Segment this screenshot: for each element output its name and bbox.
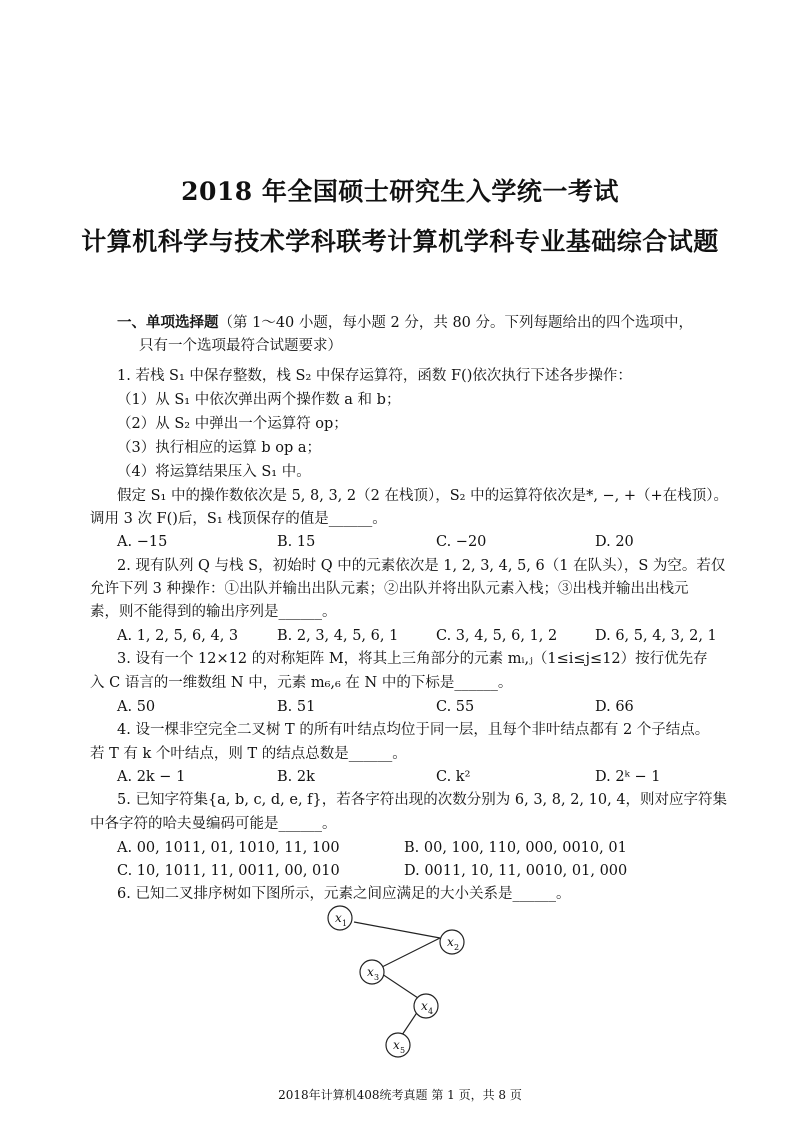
q1-step-3: （3）执行相应的运算 b op a； <box>117 440 321 456</box>
q5-line-2: 中各字符的哈夫曼编码可能是______。 <box>90 816 337 832</box>
exam-subtitle: 计算机科学与技术学科联考计算机学科专业基础综合试题 <box>81 227 719 256</box>
svg-text:5: 5 <box>400 1046 406 1055</box>
q2-line-1: 2. 现有队列 Q 与栈 S，初始时 Q 中的元素依次是 1, 2, 3, 4, 5, 6（1 在队头），S 为空。若仅 <box>117 558 726 574</box>
q5-line-1: 5. 已知字符集{a, b, c, d, e, f}，若各字符出现的次数分别为 6, 3, 8, 2, 10, 4，则对应字符集 <box>117 792 728 808</box>
tree-node-x5 <box>386 1033 410 1057</box>
tree-node-x2 <box>440 930 464 954</box>
svg-text:x: x <box>335 911 342 925</box>
q3-option-d: D. 66 <box>595 699 634 715</box>
tree-node-x1 <box>328 906 352 930</box>
q2-option-b: B. 2, 3, 4, 5, 6, 1 <box>277 628 399 644</box>
section-heading-line2: 只有一个选项最符合试题要求） <box>139 338 342 354</box>
q3-option-b: B. 51 <box>277 699 316 715</box>
section-heading-bold: 一、单项选择题 <box>117 314 219 331</box>
exam-title: 2018 年全国硕士研究生入学统一考试 <box>181 177 619 206</box>
tree-node-x4 <box>414 994 438 1018</box>
q3-option-c: C. 55 <box>436 699 475 715</box>
q4-option-d: D. 2ᵏ − 1 <box>595 769 661 785</box>
q3-line-1: 3. 设有一个 12×12 的对称矩阵 M，将其上三角部分的元素 mᵢ,ⱼ（1≤i≤j≤12）按行优先存 <box>117 651 708 667</box>
q4-line-1: 4. 设一棵非空完全二叉树 T 的所有叶结点均位于同一层，且每个非叶结点都有 2 个子结点。 <box>117 722 710 738</box>
q4-option-b: B. 2k <box>277 769 315 785</box>
section-heading-rest: （第 1～40 小题，每小题 2 分，共 80 分。下列每题给出的四个选项中， <box>218 315 694 331</box>
q2-option-c: C. 3, 4, 5, 6, 1, 2 <box>436 628 558 644</box>
svg-text:x: x <box>447 935 454 949</box>
q2-line-3: 素，则不能得到的输出序列是______。 <box>90 604 337 620</box>
q5-option-a: A. 00, 1011, 01, 1010, 11, 100 <box>117 840 340 856</box>
q3-line-2: 入 C 语言的一维数组 N 中，元素 m₆,₆ 在 N 中的下标是______。 <box>90 675 513 691</box>
q4-option-c: C. k² <box>436 769 471 785</box>
q1-option-b: B. 15 <box>277 534 316 550</box>
q2-line-2: 允许下列 3 种操作：①出队并输出出队元素；②出队并将出队元素入栈；③出栈并输出出栈元 <box>90 581 689 597</box>
svg-text:x: x <box>421 999 428 1013</box>
tree-node-x3 <box>360 960 384 984</box>
q2-option-d: D. 6, 5, 4, 3, 2, 1 <box>595 628 717 644</box>
q1-option-c: C. −20 <box>436 534 487 550</box>
q1-step-1: （1）从 S₁ 中依次弹出两个操作数 a 和 b； <box>117 392 401 408</box>
svg-text:x: x <box>367 965 374 979</box>
q1-step-4: （4）将运算结果压入 S₁ 中。 <box>117 464 311 480</box>
q2-option-a: A. 1, 2, 5, 6, 4, 3 <box>117 628 239 644</box>
q3-option-a: A. 50 <box>117 699 156 715</box>
svg-text:4: 4 <box>428 1007 434 1016</box>
tree-edge <box>354 922 440 938</box>
q5-option-b: B. 00, 100, 110, 000, 0010, 01 <box>404 840 627 856</box>
q4-line-2: 若 T 有 k 个叶结点，则 T 的结点总数是______。 <box>90 746 407 762</box>
q4-option-a: A. 2k − 1 <box>117 769 186 785</box>
q1-line2: 假定 S₁ 中的操作数依次是 5, 8, 3, 2（2 在栈顶），S₂ 中的运算符依次是*, −, +（+在栈顶）。 <box>117 488 728 504</box>
q1-line3: 调用 3 次 F()后，S₁ 栈顶保存的值是______。 <box>90 511 387 527</box>
svg-text:x: x <box>393 1038 400 1052</box>
section-heading <box>117 313 693 333</box>
q1-option-a: A. −15 <box>117 534 168 550</box>
tree-edge <box>376 938 440 970</box>
q1-step-2: （2）从 S₂ 中弹出一个运算符 op； <box>117 416 348 432</box>
q1-option-d: D. 20 <box>595 534 634 550</box>
q5-option-c: C. 10, 1011, 11, 0011, 00, 010 <box>117 863 340 879</box>
q6-stem: 6. 已知二叉排序树如下图所示，元素之间应满足的大小关系是______。 <box>117 886 571 902</box>
q5-option-d: D. 0011, 10, 11, 0010, 01, 000 <box>404 863 628 879</box>
page-footer: 2018年计算机408统考真题 第 1 页，共 8 页 <box>278 1088 522 1102</box>
svg-text:2: 2 <box>454 943 460 952</box>
svg-text:3: 3 <box>374 973 380 982</box>
q1-stem: 1. 若栈 S₁ 中保存整数，栈 S₂ 中保存运算符，函数 F()依次执行下述各步操作： <box>117 368 632 384</box>
binary-search-tree-diagram <box>300 890 500 1070</box>
svg-text:1: 1 <box>342 919 348 928</box>
